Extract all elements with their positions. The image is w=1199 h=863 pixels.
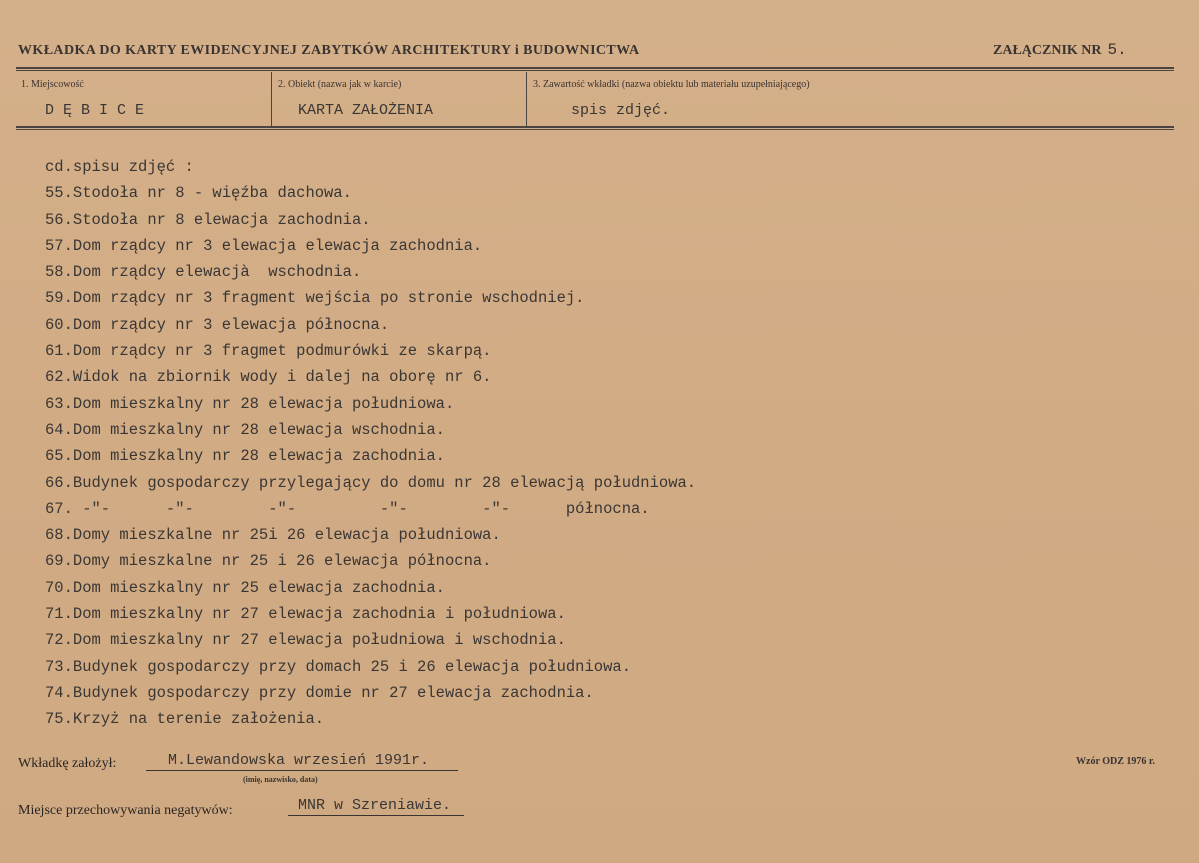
list-item: 74.Budynek gospodarczy przy domie nr 27 elewacja zachodnia.: [45, 683, 594, 702]
list-item: 55.Stodoła nr 8 - więźba dachowa.: [45, 184, 352, 203]
list-item: 56.Stodoła nr 8 elewacja zachodnia.: [45, 210, 371, 229]
object-value: KARTA ZAŁOŻENIA: [298, 102, 434, 119]
attachment-number-value: 5.: [1107, 41, 1127, 59]
list-item: 61.Dom rządcy nr 3 fragmet podmurówki ze skarpą.: [45, 342, 492, 361]
list-item: 63.Dom mieszkalny nr 28 elewacja południowa.: [45, 394, 455, 413]
list-item: 62.Widok na zbiornik wody i dalej na oborę nr 6.: [45, 368, 492, 387]
form-title: WKŁADKA DO KARTY EWIDENCYJNEJ ZABYTKÓW ARCHITEKTURY i BUDOWNICTWA: [18, 43, 640, 58]
author-label: Wkładkę założył:: [18, 756, 117, 771]
storage-value: MNR w Szreniawie.: [298, 797, 452, 814]
author-value: M.Lewandowska wrzesień 1991r.: [168, 752, 430, 769]
list-item: 69.Domy mieszkalne nr 25 i 26 elewacja północna.: [45, 552, 492, 571]
photo-list-heading: cd.spisu zdjęć :: [45, 158, 194, 176]
storage-underline: [288, 815, 464, 816]
list-item: 71.Dom mieszkalny nr 27 elewacja zachodnia i południowa.: [45, 605, 566, 624]
form-code: Wzór ODZ 1976 r.: [1076, 756, 1155, 767]
attachment-number: [993, 41, 1127, 59]
list-item: 60.Dom rządcy nr 3 elewacja północna.: [45, 315, 390, 334]
author-hint: (imię, nazwisko, data): [243, 775, 318, 784]
attachment-label: ZAŁĄCZNIK NR: [993, 43, 1102, 58]
list-item: 64.Dom mieszkalny nr 28 elewacja wschodnia.: [45, 420, 445, 439]
locality-label: 1. Miejscowość: [21, 79, 84, 90]
contents-label: 3. Zawartość wkładki (nazwa obiektu lub materiału uzupełniającego): [533, 79, 810, 90]
list-item: 65.Dom mieszkalny nr 28 elewacja zachodnia.: [45, 447, 445, 466]
contents-value: spis zdjęć.: [571, 102, 671, 119]
list-item: 57.Dom rządcy nr 3 elewacja elewacja zachodnia.: [45, 236, 483, 255]
field-rule-thin: [16, 129, 1174, 130]
top-rule-thin: [16, 70, 1174, 71]
field-divider-1: [271, 72, 272, 128]
list-item: 67. -"- -"- -"- -"- -"- północna.: [45, 499, 650, 518]
list-item: 66.Budynek gospodarczy przylegający do domu nr 28 elewacją południowa.: [45, 473, 697, 492]
field-rule: [16, 126, 1174, 128]
object-label: 2. Obiekt (nazwa jak w karcie): [278, 79, 402, 90]
author-underline: [146, 770, 458, 771]
photo-list: [45, 154, 696, 733]
storage-label: Miejsce przechowywania negatywów:: [18, 803, 233, 818]
list-item: 68.Domy mieszkalne nr 25i 26 elewacja południowa.: [45, 526, 501, 545]
top-rule: [16, 67, 1174, 69]
list-item: 75.Krzyż na terenie założenia.: [45, 710, 325, 729]
locality-value: D Ę B I C E: [45, 102, 145, 119]
list-item: 72.Dom mieszkalny nr 27 elewacja południowa i wschodnia.: [45, 631, 566, 650]
list-item: 58.Dom rządcy elewacjà wschodnia.: [45, 263, 362, 282]
list-item: 73.Budynek gospodarczy przy domach 25 i 26 elewacja południowa.: [45, 657, 631, 676]
list-item: 70.Dom mieszkalny nr 25 elewacja zachodnia.: [45, 578, 445, 597]
field-divider-2: [526, 72, 527, 128]
list-item: 59.Dom rządcy nr 3 fragment wejścia po stronie wschodniej.: [45, 289, 585, 308]
